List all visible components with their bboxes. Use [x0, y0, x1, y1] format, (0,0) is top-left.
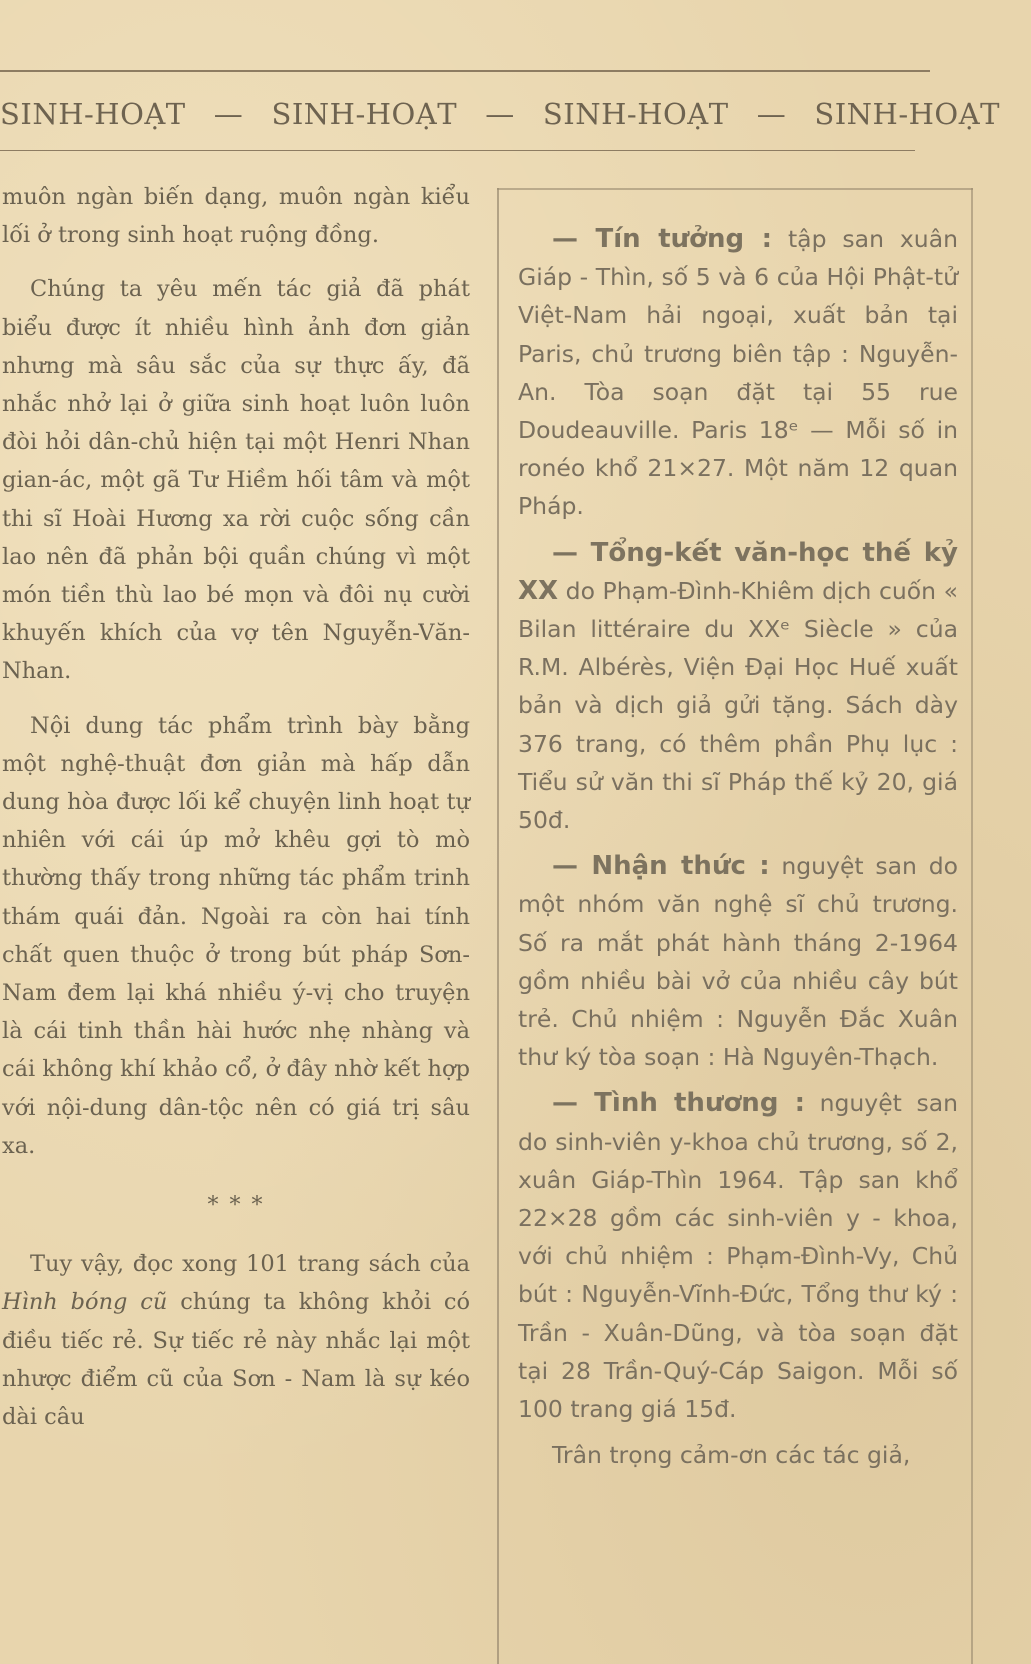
header-separator: — — [756, 97, 787, 131]
entry-tong-ket — [518, 534, 958, 840]
header-item-3: SINH-HOẠT — [542, 97, 729, 131]
box-left-border — [497, 188, 499, 1664]
header-separator: — — [213, 97, 244, 131]
paragraph-4 — [2, 1245, 470, 1436]
received-publications-column — [518, 220, 958, 1475]
section-divider-stars: * * * — [207, 1193, 265, 1219]
entry-tin-tuong — [518, 220, 958, 526]
book-title: Hình bóng cũ — [2, 1289, 168, 1316]
top-rule — [0, 70, 930, 72]
entry-nhan-thuc — [518, 847, 958, 1076]
entry-text: do Phạm-Đình-Khiêm dịch cuốn « Bilan littéraire du XXᵉ Siècle » của R.M. Albérès, Viện Đại Học Huế xuất bản và dịch giả gửi tặng. Sách dày 376 trang, có thêm phần Phụ lục : Tiểu sử văn thi sĩ Pháp thế kỷ 20, giá 50đ. — [518, 576, 958, 835]
entry-tinh-thuong — [518, 1084, 958, 1428]
entry-title: — Tổng-kết văn-học thế kỷ XX — [518, 537, 958, 606]
paragraph-4-end: chúng ta không khỏi có điều tiếc rẻ. Sự tiếc rẻ này nhắc lại một nhược điểm cũ của Sơn - Nam là sự kéo dài câu — [2, 1289, 470, 1431]
header-item-4: SINH-HOẠT — [814, 97, 1000, 131]
box-right-border — [971, 188, 973, 1664]
paragraph-2: Chúng ta yêu mến tác giả đã phát biểu được ít nhiều hình ảnh đơn giản nhưng mà sâu sắc của sự thực ấy, đã nhắc nhở lại ở giữa sinh hoạt luôn luôn đòi hỏi dân-chủ hiện tại một Henri Nhan gian-ác, một gã Tư Hiềm hối tâm và một thi sĩ Hoài Hương xa rời cuộc sống cần lao nên đã phản bội quần chúng vì một món tiền thù lao bé mọn và đôi nụ cười khuyến khích của vợ tên Nguyễn-Văn-Nhan. — [2, 276, 470, 685]
section-header — [0, 86, 1000, 142]
left-article-column — [2, 178, 470, 1436]
closing-line: Trân trọng cảm-ơn các tác giả, — [552, 1441, 911, 1470]
paragraph-3: Nội dung tác phẩm trình bày bằng một nghệ-thuật đơn giản mà hấp dẫn dung hòa được lối kể chuyện linh hoạt tự nhiên với cái úp mở khêu gợi tò mò thường thấy trong những tác phẩm trinh thám quái đản. Ngoài ra còn hai tính chất quen thuộc ở trong bút pháp Sơn-Nam đem lại khá nhiều ý-vị cho truyện là cái tinh thần hài hước nhẹ nhàng và cái không khí khảo cổ, ở đây nhờ kết hợp với nội-dung dân-tộc nên có giá trị sâu xa. — [2, 712, 470, 1159]
box-top-border — [497, 188, 973, 190]
entry-title: — Tình thương : — [552, 1088, 805, 1119]
entry-text: nguyệt san do một nhóm văn nghệ sĩ chủ trương. Số ra mắt phát hành tháng 2-1964 gồm nhiều bài vở của nhiều cây bút trẻ. Chủ nhiệm : Nguyễn Đắc Xuân thư ký tòa soạn : Hà Nguyên-Thạch. — [518, 852, 958, 1072]
header-item-1: SINH-HOẠT — [0, 97, 186, 131]
entry-title: — Tín tưởng : — [552, 224, 773, 254]
header-item-2: SINH-HOẠT — [271, 97, 458, 131]
header-bottom-rule — [0, 150, 915, 151]
paragraph-4-start: Tuy vậy, đọc xong 101 trang sách của — [30, 1251, 470, 1278]
entry-text: tập san xuân Giáp - Thìn, số 5 và 6 của Hội Phật-tử Việt-Nam hải ngoại, xuất bản tại Paris, chủ trương biên tập : Nguyễn-An. Tòa soạn đặt tại 55 rue Doudeauville. Paris 18ᵉ — Mỗi số in ronéo khổ 21×27. Một năm 12 quan Pháp. — [518, 225, 958, 521]
entry-title: — Nhận thức : — [552, 851, 770, 882]
entry-text: nguyệt san do sinh-viên y-khoa chủ trương, số 2, xuân Giáp-Thìn 1964. Tập san khổ 22×28 gồm các sinh-viên y - khoa, với chủ nhiệm : Phạm-Đình-Vy, Chủ bút : Nguyễn-Vĩnh-Đức, Tổng thư ký : Trần - Xuân-Dũng, và tòa soạn đặt tại 28 Trần-Quý-Cáp Saigon. Mỗi số 100 trang giá 15đ. — [518, 1089, 958, 1424]
header-separator: — — [485, 97, 515, 131]
paragraph-1: muôn ngàn biến dạng, muôn ngàn kiểu lối ở trong sinh hoạt ruộng đồng. — [2, 184, 470, 249]
